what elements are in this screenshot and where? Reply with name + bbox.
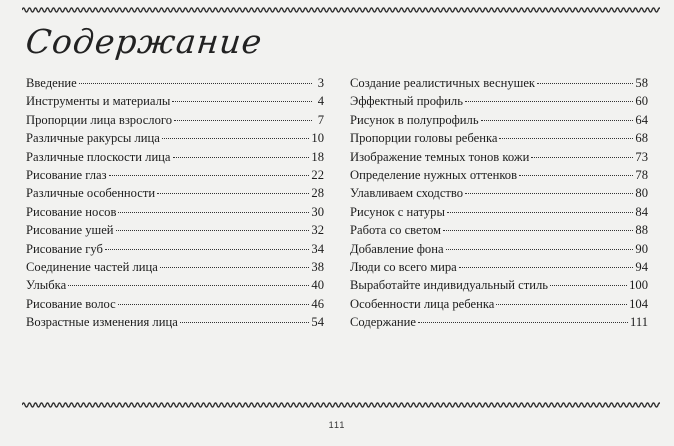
toc-entry-page: 84	[635, 204, 648, 219]
toc-entry-title: Эффектный профиль	[350, 94, 463, 109]
toc-entry-page: 34	[311, 241, 324, 256]
toc-entry	[350, 258, 648, 276]
toc-entry	[350, 74, 648, 92]
toc-entry-page: 7	[317, 112, 324, 127]
toc-entry-title: Пропорции головы ребенка	[350, 131, 498, 146]
dot-leader	[465, 193, 633, 194]
toc-entry-page: 58	[635, 76, 648, 90]
toc-entry-title: Улыбка	[26, 278, 67, 293]
toc-entry-title: Создание реалистичных веснушек	[350, 76, 536, 90]
toc-entry-page: 54	[311, 315, 324, 330]
toc-entry-page: 100	[629, 278, 648, 293]
toc-entry-page: 111	[630, 315, 648, 330]
dot-leader	[116, 230, 310, 231]
toc-entry	[26, 276, 324, 294]
toc-entry-page: 32	[311, 223, 324, 238]
dot-leader	[418, 322, 628, 323]
dot-leader	[459, 267, 634, 268]
toc-entry-page: 104	[629, 296, 648, 311]
toc-entry-page: 18	[311, 149, 324, 164]
toc-entry-page: 38	[311, 259, 324, 274]
toc-entry-title: Рисование губ	[26, 241, 103, 256]
toc-entry	[26, 313, 324, 331]
toc-entry	[26, 295, 324, 313]
toc-right-column	[350, 74, 648, 331]
toc-entry-title: Выработайте индивидуальный стиль	[350, 278, 549, 293]
toc-entry-title: Введение	[26, 76, 77, 90]
toc-entry	[350, 148, 648, 166]
toc-entry-page: 3	[317, 76, 324, 90]
toc-entry-title: Возрастные изменения лица	[26, 315, 178, 330]
dot-leader	[443, 230, 633, 231]
toc-entry	[350, 203, 648, 221]
toc-entry-page: 10	[311, 131, 324, 146]
dot-leader	[496, 304, 627, 305]
toc-entry	[26, 240, 324, 258]
toc-entry-page: 28	[311, 186, 324, 201]
toc-entry	[26, 92, 324, 110]
toc-entry-title: Различные ракурсы лица	[26, 131, 160, 146]
toc-entry-title: Пропорции лица взрослого	[26, 112, 173, 127]
toc-entry-title: Работа со светом	[350, 223, 441, 238]
toc-entry	[350, 313, 648, 331]
dot-leader	[446, 249, 634, 250]
page-number: 111	[328, 420, 346, 430]
toc-entry-page: 73	[635, 149, 648, 164]
toc-entry	[26, 111, 324, 129]
toc-entry	[26, 258, 324, 276]
dot-leader	[172, 101, 312, 102]
dot-leader	[447, 212, 634, 213]
dot-leader	[531, 157, 633, 158]
toc-entry	[26, 148, 324, 166]
dot-leader	[118, 304, 310, 305]
dot-leader	[157, 193, 309, 194]
dot-leader	[537, 83, 633, 84]
toc-entry-title: Рисунок в полупрофиль	[350, 112, 479, 127]
bottom-wave-divider	[22, 400, 660, 410]
toc-entry-page: 40	[311, 278, 324, 293]
toc-entry-page: 46	[311, 296, 324, 311]
toc-entry-page: 88	[635, 223, 648, 238]
toc-entry-title: Рисование волос	[26, 296, 116, 311]
dot-leader	[465, 101, 633, 102]
toc-entry	[350, 295, 648, 313]
toc-entry-title: Рисование ушей	[26, 223, 114, 238]
toc-entry-title: Определение нужных оттенков	[350, 167, 518, 182]
toc-entry-title: Инструменты и материалы	[26, 94, 171, 109]
toc-entry-title: Улавливаем сходство	[350, 186, 464, 201]
toc-entry-title: Рисунок с натуры	[350, 204, 445, 219]
toc-entry	[350, 111, 648, 129]
dot-leader	[68, 285, 309, 286]
toc-entry-title: Особенности лица ребенка	[350, 296, 495, 311]
toc-entry-page: 94	[635, 259, 648, 274]
toc-entry	[26, 166, 324, 184]
toc-entry	[26, 184, 324, 202]
dot-leader	[550, 285, 627, 286]
toc-entry	[26, 221, 324, 239]
dot-leader	[162, 138, 310, 139]
toc-entry-title: Рисование глаз	[26, 167, 107, 182]
toc-entry-title: Различные плоскости лица	[26, 149, 171, 164]
toc-entry-page: 90	[635, 241, 648, 256]
top-wave-divider	[22, 5, 660, 15]
toc-entry-title: Соединение частей лица	[26, 259, 158, 274]
toc-entry-title: Различные особенности	[26, 186, 156, 201]
dot-leader	[180, 322, 310, 323]
toc-entry	[350, 166, 648, 184]
toc-entry-page: 22	[311, 167, 324, 182]
toc-entry	[350, 276, 648, 294]
dot-leader	[118, 212, 309, 213]
dot-leader	[173, 157, 310, 158]
toc-entry	[26, 203, 324, 221]
toc-entry-title: Люди со всего мира	[350, 259, 457, 274]
toc-entry	[26, 74, 324, 92]
dot-leader	[174, 120, 312, 121]
toc-entry-page: 64	[635, 112, 648, 127]
toc-entry	[26, 129, 324, 147]
toc-entry-title: Изображение темных тонов кожи	[350, 149, 530, 164]
dot-leader	[109, 175, 310, 176]
toc-entry-page: 30	[311, 204, 324, 219]
toc-entry-title: Содержание	[350, 315, 416, 330]
dot-leader	[481, 120, 634, 121]
dot-leader	[105, 249, 309, 250]
toc-entry	[350, 92, 648, 110]
toc-entry-page: 60	[635, 94, 648, 109]
toc-entry-title: Рисование носов	[26, 204, 117, 219]
toc-entry-title: Добавление фона	[350, 241, 444, 256]
toc-entry	[350, 184, 648, 202]
toc-left-column	[26, 74, 324, 331]
dot-leader	[160, 267, 310, 268]
toc-entry-page: 80	[635, 186, 648, 201]
dot-leader	[519, 175, 633, 176]
toc-entry-page: 78	[635, 167, 648, 182]
toc-entry	[350, 129, 648, 147]
toc-entry	[350, 221, 648, 239]
toc-entry	[350, 240, 648, 258]
dot-leader	[499, 138, 633, 139]
toc-entry-page: 4	[317, 94, 324, 109]
dot-leader	[79, 83, 312, 84]
page-title: Содержание	[23, 22, 265, 61]
toc-entry-page: 68	[635, 131, 648, 146]
